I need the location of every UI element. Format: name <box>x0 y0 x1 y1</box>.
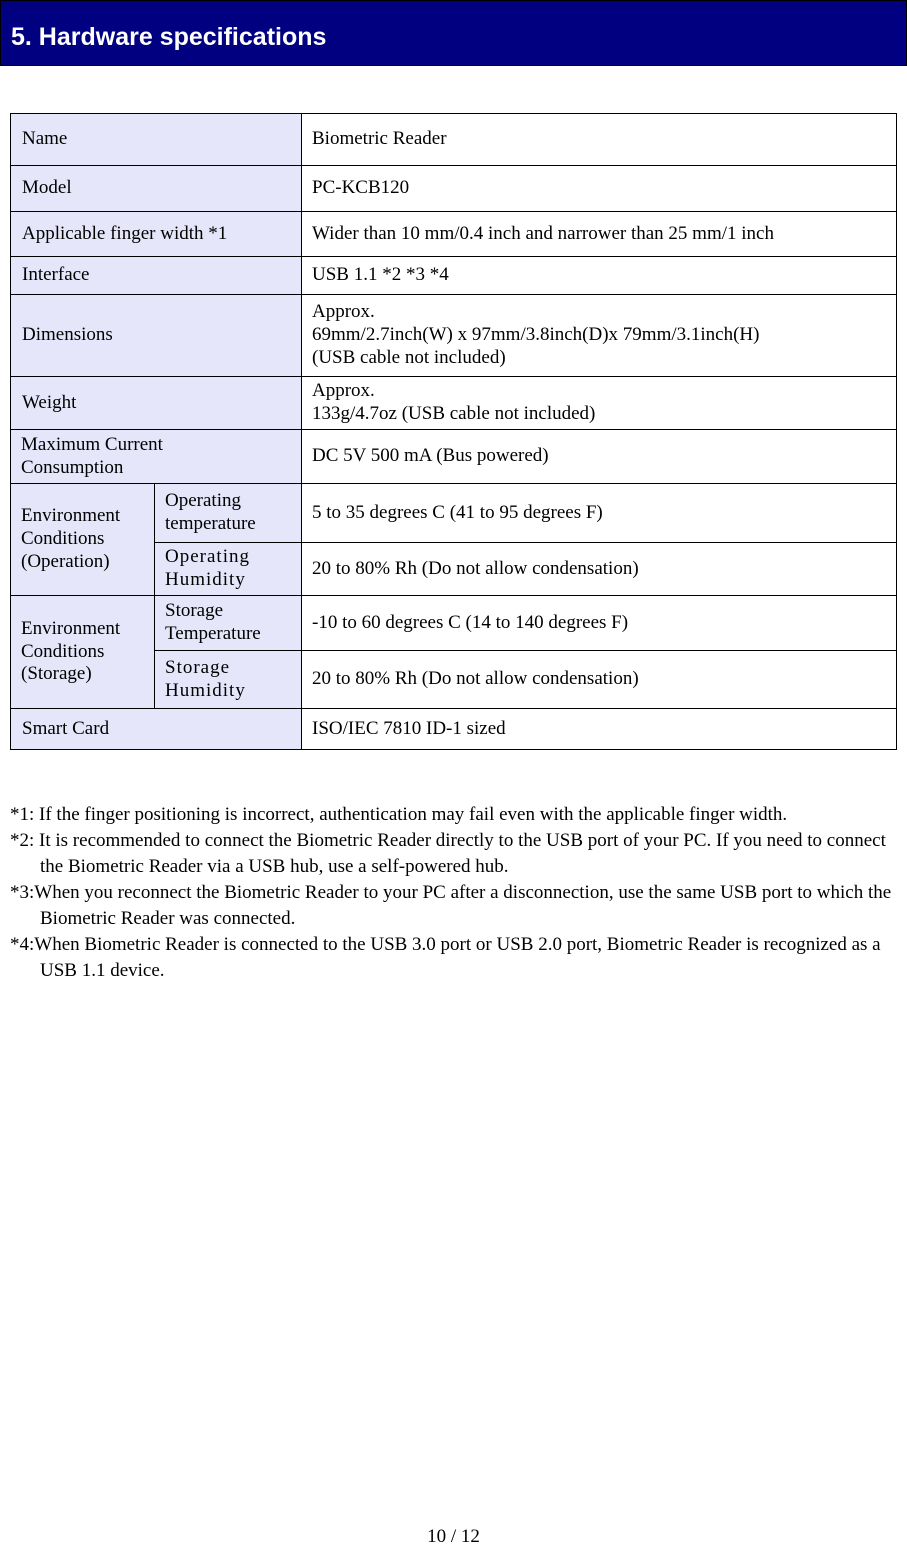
spec-value: PC-KCB120 <box>302 166 897 212</box>
spec-value-line: 69mm/2.7inch(W) x 97mm/3.8inch(D)x 79mm/3.1inch(H) <box>312 324 760 346</box>
spec-label-line: Humidity <box>165 679 246 701</box>
spec-label <box>11 430 302 484</box>
spec-value: 5 to 35 degrees C (41 to 95 degrees F) <box>302 484 897 543</box>
spec-table <box>10 113 897 750</box>
spec-label-line: temperature <box>165 513 256 534</box>
spec-value: DC 5V 500 mA (Bus powered) <box>302 430 897 484</box>
spec-label: Smart Card <box>11 709 302 750</box>
footnote: *1: If the finger positioning is incorrect, authentication may fail even with the applicable finger width. <box>10 804 788 825</box>
table-row <box>11 596 897 651</box>
spec-value: Biometric Reader <box>302 114 897 166</box>
spec-label-line: Maximum Current <box>21 433 163 455</box>
spec-label: Model <box>11 166 302 212</box>
spec-label-line: (Storage) <box>21 663 92 685</box>
spec-label-line: Storage <box>165 600 224 622</box>
spec-label: Applicable finger width *1 <box>11 212 302 257</box>
spec-value <box>302 377 897 430</box>
spec-label: Interface <box>11 257 302 295</box>
spec-label-line: Conditions <box>21 528 105 550</box>
table-row <box>11 257 897 295</box>
spec-label-line: Operating <box>165 546 250 568</box>
footnote: *3:When you reconnect the Biometric Reader to your PC after a disconnection, use the same USB port to which the Biometric Reader was connected. <box>10 882 892 929</box>
spec-value: 20 to 80% Rh (Do not allow condensation) <box>302 651 897 709</box>
section-title: 5. Hardware specifications <box>11 23 327 51</box>
table-row <box>11 212 897 257</box>
spec-sublabel <box>155 596 302 651</box>
spec-value-line: (USB cable not included) <box>312 346 506 368</box>
spec-label-line: Operating <box>165 490 241 512</box>
table-row <box>11 295 897 377</box>
footnote: *4:When Biometric Reader is connected to the USB 3.0 port or USB 2.0 port, Biometric Reader is recognized as a USB 1.1 device. <box>10 934 881 981</box>
table-row <box>11 377 897 430</box>
spec-sublabel <box>155 484 302 543</box>
table-row <box>11 114 897 166</box>
spec-value: 20 to 80% Rh (Do not allow condensation) <box>302 543 897 596</box>
spec-label: Weight <box>11 377 302 430</box>
spec-value <box>302 295 897 377</box>
env-operation-label <box>11 484 155 596</box>
spec-label-line: Storage <box>165 656 231 678</box>
spec-value: Wider than 10 mm/0.4 inch and narrower than 25 mm/1 inch <box>302 212 897 257</box>
spec-sublabel <box>155 543 302 596</box>
table-row <box>11 709 897 750</box>
spec-sublabel <box>155 651 302 709</box>
spec-label-line: (Operation) <box>21 550 110 572</box>
page-number: 10 / 12 <box>427 1526 480 1547</box>
env-storage-label <box>11 596 155 709</box>
spec-label-line: Environment <box>21 617 121 639</box>
spec-value-line: 133g/4.7oz (USB cable not included) <box>312 403 596 424</box>
spec-label: Name <box>11 114 302 166</box>
table-row <box>11 484 897 543</box>
spec-label-line: Humidity <box>165 569 246 590</box>
spec-label-line: Temperature <box>165 623 261 644</box>
section-header <box>0 0 907 66</box>
spec-value: USB 1.1 *2 *3 *4 <box>302 257 897 295</box>
footnote: *2: It is recommended to connect the Biometric Reader directly to the USB port of your PC. If you need to connect the Biometric Reader via a USB hub, use a self-powered hub. <box>10 830 886 877</box>
spec-label-line: Environment <box>21 505 121 527</box>
table-row <box>11 430 897 484</box>
table-row <box>11 166 897 212</box>
spec-label-line: Conditions <box>21 640 105 662</box>
spec-value-line: Approx. <box>312 380 375 402</box>
spec-label-line: Consumption <box>21 456 124 478</box>
spec-value-line: Approx. <box>312 301 375 323</box>
spec-label: Dimensions <box>11 295 302 377</box>
spec-value: ISO/IEC 7810 ID-1 sized <box>302 709 897 750</box>
spec-value: -10 to 60 degrees C (14 to 140 degrees F) <box>302 596 897 651</box>
footnotes <box>10 802 900 984</box>
